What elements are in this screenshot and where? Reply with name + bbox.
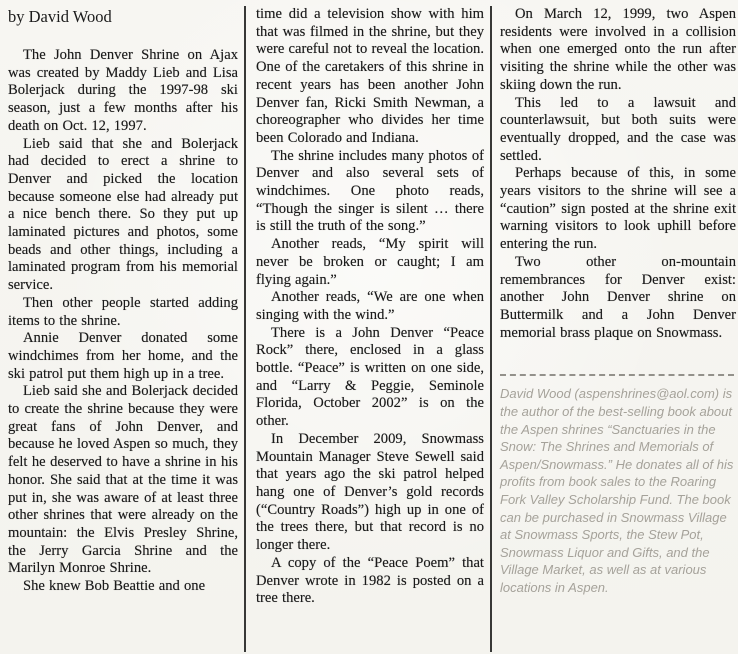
bio-separator — [500, 374, 734, 376]
author-bio: David Wood (aspenshrines@aol.com) is the author of the best-selling book about the Aspen shrines “Sanctuaries in the Snow: The Shrines and Memorials of Aspen/Snowmass.” He donates all of his profits from book sales to the Roaring Fork Valley Scholarship Fund. The book can be purchased in Snowmass Village at Snowmass Sports, the Stew Pot, Snowmass Liquor and Gifts, and the Village Market, as well as at various locations in Aspen. — [500, 386, 734, 595]
paragraph: She knew Bob Beattie and one — [23, 578, 206, 595]
paragraph: The John Denver Shrine on Ajax was created by Maddy Lieb and Lisa Bolerjack during the 1997-98 ski season, just a few months after his death on Oct. 12, 1997. — [8, 47, 238, 134]
paragraph: Lieb said she and Bolerjack decided to create the shrine because they were great fans of John Denver, and because he loved Aspen so much, they felt he deserved to have a shrine in his honor. She said that at the time it was put in, she was aware of at least three other shrines that were already on the mountain: the Elvis Presley Shrine, the Jerry Garcia Shrine and the Marilyn Monroe Shrine. — [8, 383, 238, 577]
column-divider-left — [244, 6, 246, 652]
paragraph: Another reads, “My spirit will never be broken or caught; I am flying again.” — [256, 236, 484, 288]
column-right — [500, 6, 736, 654]
paragraph: There is a John Denver “Peace Rock” there, enclosed in a glass bottle. “Peace” is written on one side, and “Larry & Peggie, Seminole Florida, October 2002” is on the other. — [256, 324, 484, 430]
paragraph: Another reads, “We are one when singing with the wind.” — [256, 289, 484, 323]
paragraph: Then other people started adding items to the shrine. — [8, 294, 238, 329]
paragraph: A copy of the “Peace Poem” that Denver wrote in 1982 is posted on a tree there. — [256, 554, 484, 607]
byline: by David Wood — [8, 7, 112, 26]
column-left — [8, 6, 238, 654]
column-divider-right — [490, 6, 492, 652]
paragraph: Two other on-mountain remembrances for Denver exist: another John Denver shrine on Buttermilk and a John Denver memorial brass plaque on Snowmass. — [500, 253, 736, 341]
paragraph: In December 2009, Snowmass Mountain Manager Steve Sewell said that years ago the ski patrol helped hang one of Denver’s gold records (“Country Roads”) high up in one of the trees there, but that record is no longer there. — [256, 430, 484, 554]
paragraph: Lieb said that she and Bolerjack had decided to erect a shrine to Denver and picked the location because someone else had already put a nice bench there. So they put up laminated pictures and photos, some beads and other things, including a laminated program from his memorial service. — [8, 135, 238, 294]
column-middle — [256, 6, 484, 654]
paragraph: On March 12, 1999, two Aspen residents were involved in a collision when one emerged onto the run after visiting the shrine while the other was skiing down the run. — [500, 6, 736, 93]
paragraph-continuation: time did a television show with him that was filmed in the shrine, but they were careful not to reveal the location. One of the caretakers of this shrine in recent years has been another John Denver fan, Ricki Smith Newman, a choreographer who divides her time been Colorado and Indiana. — [256, 6, 484, 146]
paragraph: Perhaps because of this, in some years visitors to the shrine will see a “caution” sign posted at the shrine exit warning visitors to look uphill before entering the run. — [500, 165, 736, 253]
paragraph: This led to a lawsuit and counterlawsuit, but both suits were eventually dropped, and the case was settled. — [500, 94, 736, 164]
paragraph: The shrine includes many photos of Denver and also several sets of windchimes. One photo reads, “Though the singer is silent … there is still the truth of the song.” — [256, 147, 484, 235]
paragraph: Annie Denver donated some windchimes from her home, and the ski patrol put them high up in a tree. — [8, 330, 238, 382]
